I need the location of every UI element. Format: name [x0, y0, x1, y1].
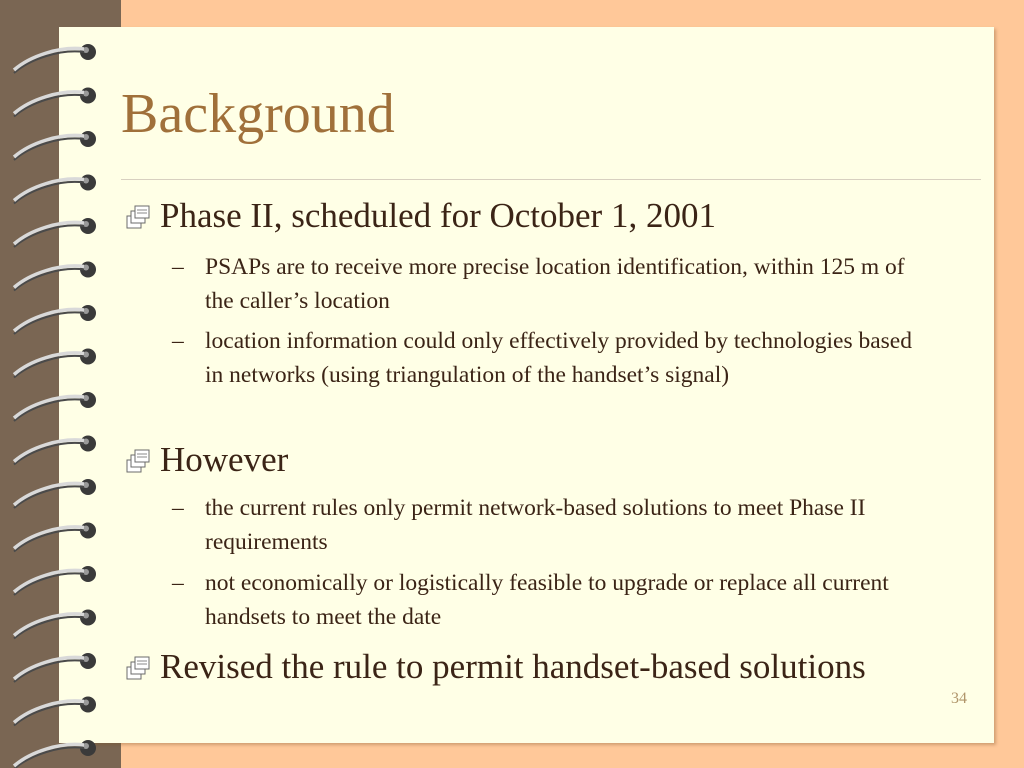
spiral-ring — [14, 566, 96, 595]
sub-bullet-psaps — [172, 250, 932, 318]
spiral-ring — [14, 697, 96, 726]
stacked-pages-icon — [124, 445, 154, 475]
bullet-however — [124, 440, 288, 480]
slide-number: 34 — [951, 690, 967, 707]
sub-bullet-text: not economically or logistically feasible to upgrade or replace all current handsets to meet the date — [205, 570, 889, 630]
spiral-ring — [14, 653, 96, 682]
spiral-ring — [14, 44, 96, 73]
dash-marker: – — [172, 328, 184, 354]
sub-bullet-text: location information could only effectively provided by technologies based in networks (using triangulation of the handset’s signal) — [205, 328, 912, 388]
spiral-ring — [14, 131, 96, 160]
spiral-rings — [0, 0, 110, 768]
spiral-ring — [14, 436, 96, 465]
sub-bullet-text: the current rules only permit network-based solutions to meet Phase II requirements — [205, 495, 884, 555]
spiral-ring — [14, 740, 96, 768]
bullet-text: Revised the rule to permit handset-based solutions — [160, 647, 866, 686]
title-divider — [121, 179, 981, 180]
spiral-ring — [14, 523, 96, 552]
sub-bullet-current-rules — [172, 491, 932, 559]
dash-marker: – — [172, 254, 184, 280]
spiral-ring — [14, 88, 96, 117]
bullet-revised-rule — [124, 647, 866, 687]
spiral-ring — [14, 610, 96, 639]
sub-bullet-text: PSAPs are to receive more precise location identification, within 125 m of the caller’s location — [205, 254, 905, 314]
sub-bullet-location-info — [172, 324, 932, 392]
spiral-ring — [14, 218, 96, 247]
spiral-ring — [14, 479, 96, 508]
spiral-ring — [14, 349, 96, 378]
stacked-pages-icon — [124, 201, 154, 231]
dash-marker: – — [172, 570, 184, 596]
spiral-ring — [14, 175, 96, 204]
sub-bullet-not-feasible — [172, 566, 932, 634]
stacked-pages-icon — [124, 652, 154, 682]
slide-title: Background — [121, 83, 395, 145]
spiral-ring — [14, 262, 96, 291]
dash-marker: – — [172, 495, 184, 521]
bullet-text: However — [160, 440, 289, 479]
bullet-phase-ii — [124, 196, 716, 236]
spiral-ring — [14, 305, 96, 334]
bullet-text: Phase II, scheduled for October 1, 2001 — [160, 196, 716, 235]
spiral-ring — [14, 392, 96, 421]
